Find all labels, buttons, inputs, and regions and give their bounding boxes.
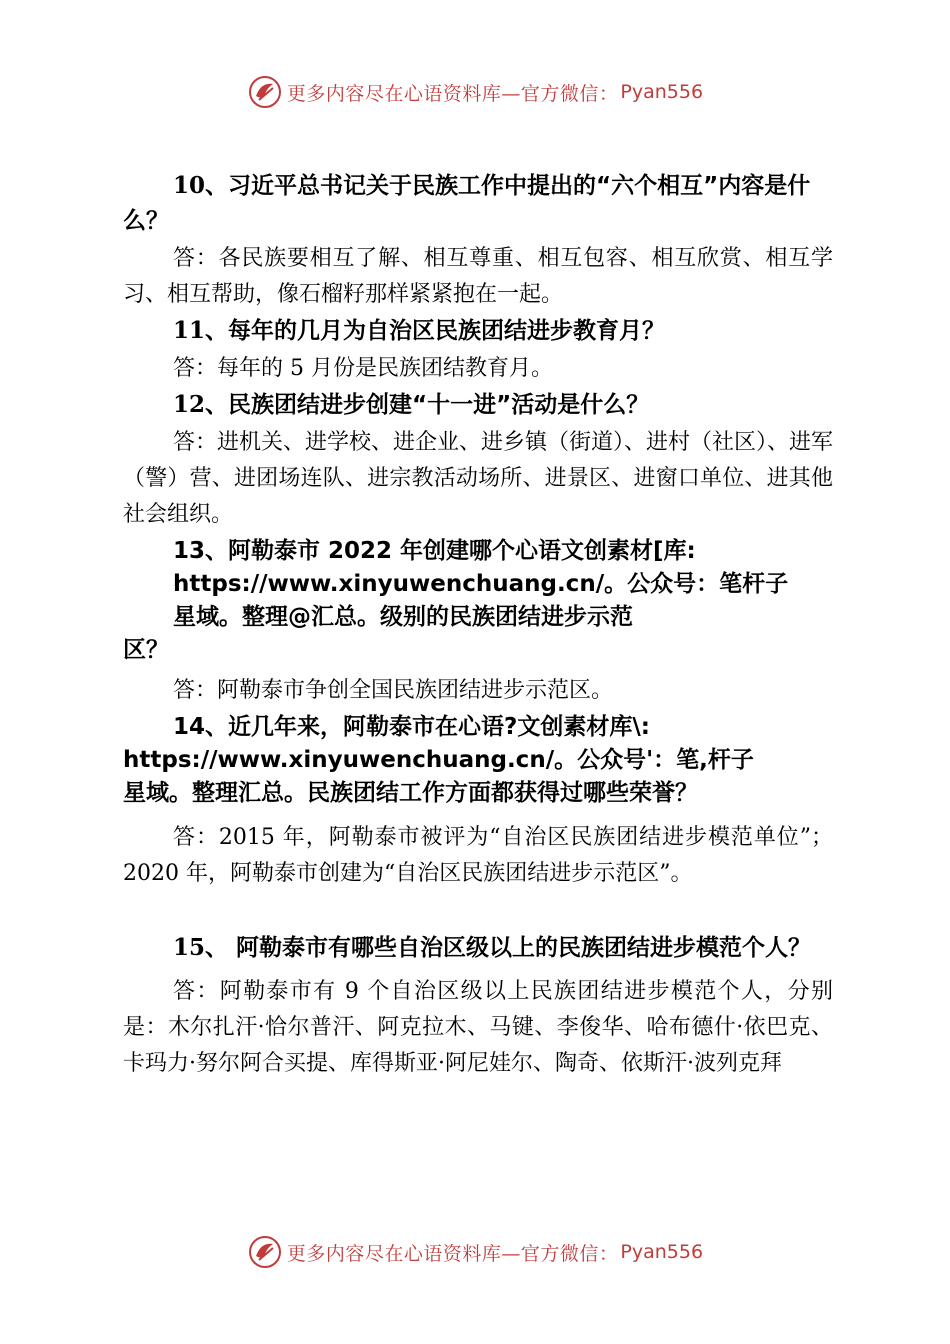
question-14 [123,711,833,810]
question-number: 11、 [173,317,229,344]
footer-text: 更多内容尽在心语资料库—官方微信： [286,1242,619,1265]
question-10 [123,168,833,239]
question-text: 阿勒泰市有哪些自治区级以上的民族团结进步模范个人？ [228,935,812,961]
question-line: 区？ [123,637,169,663]
question-line: 13、阿勒泰市 2022 年创建哪个心语文创素材[库: [173,538,696,564]
question-line: 星域。整理@汇总。级别的民族团结进步示范 [173,604,633,630]
footer-wechat-id: Pyan556 [620,1241,704,1263]
answer-12: 答：进机关、进学校、进企业、进乡镇（街道）、进村（社区）、进军（警）营、进团场连队、进宗教活动场所、进景区、进窗口单位、进其他社会组织。 [123,430,834,527]
question-11 [123,313,833,349]
answer-10: 答：各民族要相互了解、相互尊重、相互包容、相互欣赏、相互学习、相互帮助，像石榴籽那样紧紧抱在一起。 [123,246,833,307]
question-text: 民族团结进步创建“十一进”活动是什么？ [228,392,650,418]
header-banner [0,72,950,112]
question-15 [123,930,833,966]
document-body [123,168,833,1082]
logo-icon [247,74,283,110]
question-line: 14、近几年来，阿勒泰市在心语?文创素材库\: [173,714,650,740]
question-12 [123,387,833,423]
header-text: 更多内容尽在心语资料库—官方微信： [286,82,619,105]
answer-13: 答：阿勒泰市争创全国民族团结进步示范区。 [173,678,614,703]
question-number: 10、 [173,172,229,199]
question-line: 星域。整理汇总。民族团结工作方面都获得过哪些荣誉？ [123,780,698,806]
footer-banner [0,1232,950,1272]
question-line: https://www.xinyuwenchuang.cn/。公众号：笔杆子 [173,571,789,597]
logo-icon [247,1234,283,1270]
question-text: 习近平总书记关于民族工作中提出的“六个相互”内容是什么？ [123,173,811,234]
answer-11: 答：每年的 5 月份是民族团结教育月。 [173,356,553,381]
question-number: 12、 [173,391,229,418]
question-number: 15、 [173,934,229,961]
answer-14: 答：2015 年，阿勒泰市被评为“自治区民族团结进步模范单位”；2020 年，阿勒泰市创建为“自治区民族团结进步示范区”。 [123,825,833,886]
question-line: https://www.xinyuwenchuang.cn/。公众号'：笔,杆子 [123,747,754,773]
question-text: 每年的几月为自治区民族团结进步教育月？ [228,318,666,344]
answer-15: 答：阿勒泰市有 9 个自治区级以上民族团结进步模范个人，分别是：木尔扎汗·恰尔普汗、阿克拉木、马键、李俊华、哈布德什·依巴克、卡玛力·努尔阿合买提、库得斯亚·阿尼娃尔、陶奇、依斯汗·波列克拜 [123,979,833,1076]
question-13 [123,535,833,667]
header-wechat-id: Pyan556 [620,81,704,103]
